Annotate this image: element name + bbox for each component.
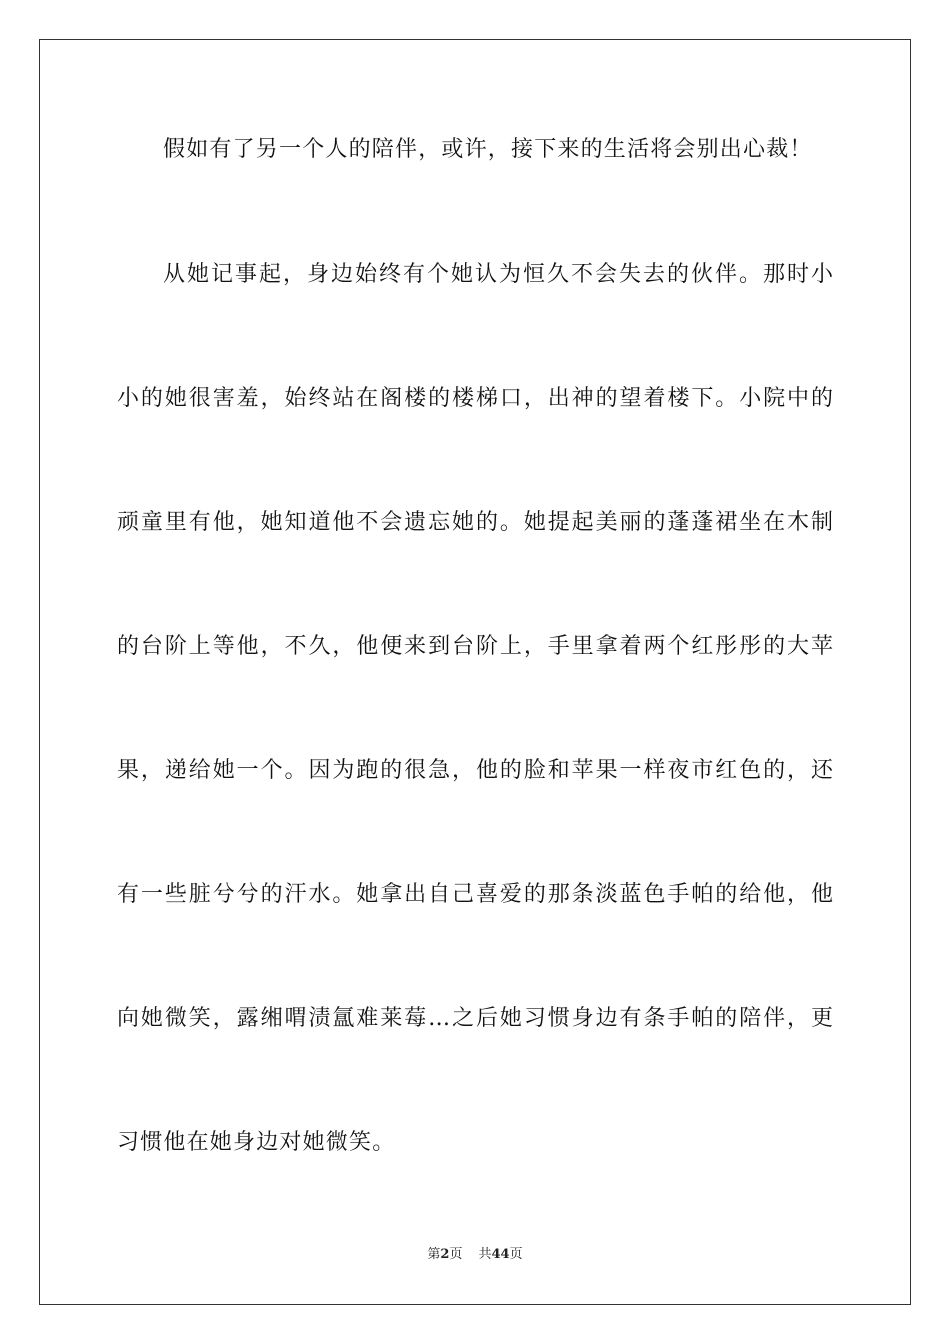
text-line-3: 小的她很害羞，始终站在阁楼的楼梯口，出神的望着楼下。小院中的 [117, 386, 833, 411]
total-prefix: 共 [478, 1247, 492, 1262]
text-line-7: 有一些脏兮兮的汗水。她拿出自己喜爱的那条淡蓝色手帕的给他，他 [117, 882, 833, 907]
total-pages: 44 [491, 1247, 510, 1262]
page-prefix: 第 [427, 1247, 441, 1262]
total-suffix: 页 [509, 1247, 523, 1262]
text-line-9: 习惯他在她身边对她微笑。 [117, 1130, 396, 1155]
page-border [39, 39, 911, 1305]
text-line-4: 顽童里有他，她知道他不会遗忘她的。她提起美丽的蓬蓬裙坐在木制 [117, 510, 833, 535]
text-line-5: 的台阶上等他，不久，他便来到台阶上，手里拿着两个红彤彤的大苹 [117, 634, 833, 659]
text-line-8: 向她微笑，露缃喟渍氲难莱莓…之后她习惯身边有条手帕的陪伴，更 [117, 1006, 833, 1031]
text-line-6: 果，递给她一个。因为跑的很急，他的脸和苹果一样夜市红色的，还 [117, 758, 833, 783]
text-line-2: 从她记事起，身边始终有个她认为恒久不会失去的伙伴。那时小 [163, 262, 833, 287]
page-suffix: 页 [449, 1247, 463, 1262]
page-number: 2 [440, 1247, 450, 1262]
text-line-1: 假如有了另一个人的陪伴，或许，接下来的生活将会别出心裁！ [163, 137, 813, 162]
page-footer [0, 1246, 950, 1264]
